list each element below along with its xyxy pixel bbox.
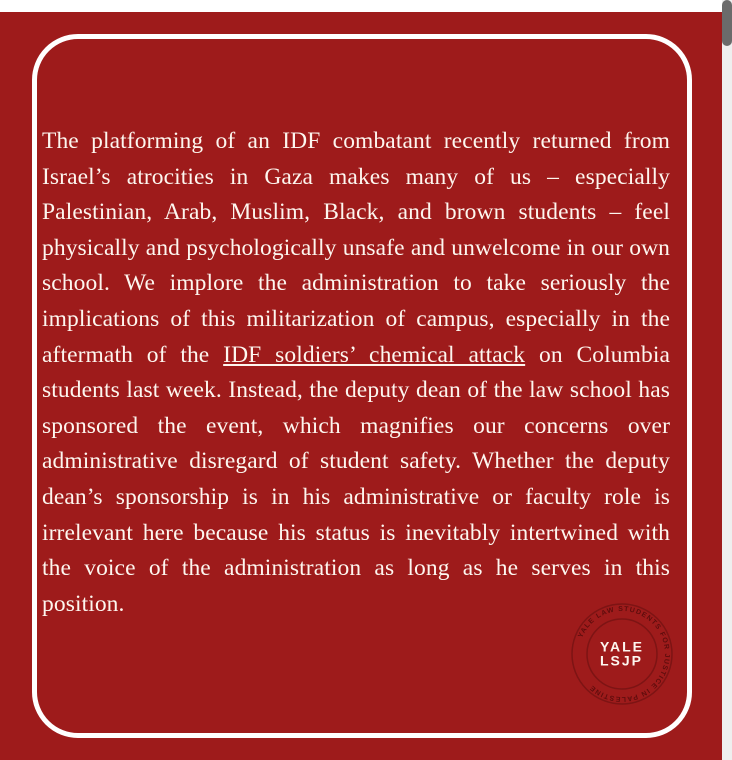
scrollbar[interactable] <box>722 0 732 760</box>
statement-paragraph <box>42 124 670 622</box>
scrollbar-thumb[interactable] <box>722 0 732 46</box>
seal-line-2: LSJP <box>599 653 643 669</box>
chemical-attack-link[interactable]: IDF soldiers’ chemical attack <box>223 341 526 368</box>
seal-line-1: YALE <box>599 638 645 655</box>
statement-text-part-2: on Columbia students last week. Instead, the deputy dean of the law school has sponsored the event, which magnifies our concerns over administrative disregard of student safety. Whether the deputy dean’s sponsorship is in his administrative or faculty role is irrelevant here because his status is inevitably intertwined with the voice of the administration as long as he serves in this position. <box>42 341 670 617</box>
yale-lsjp-seal <box>568 600 676 708</box>
statement-text-part-1: The platforming of an IDF combatant recently returned from Israel’s atrocities in Gaza makes many of us – especially Palestinian, Arab, Muslim, Black, and brown students – feel physically and psychologically unsafe and unwelcome in our own school. We implore the administration to take seriously the implications of this militarization of campus, especially in the aftermath of the <box>42 128 670 368</box>
svg-text:YALE LAW STUDENTS FOR JUSTICE: YALE LAW STUDENTS FOR JUSTICE IN PALESTINE <box>577 605 671 703</box>
page-top-strip <box>0 0 732 12</box>
statement-card <box>0 12 722 760</box>
